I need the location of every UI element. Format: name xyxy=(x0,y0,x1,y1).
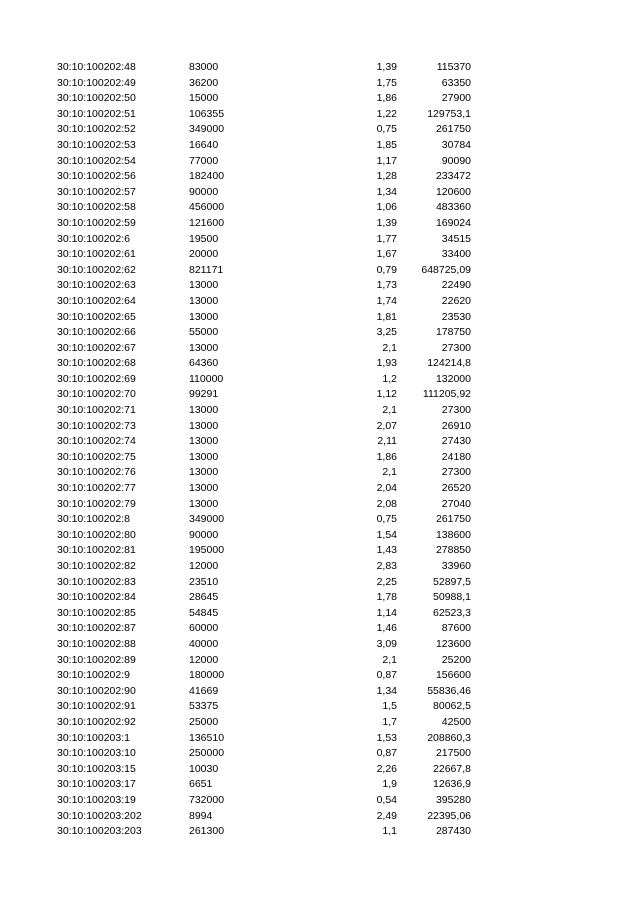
value-cell: 169024 xyxy=(435,216,471,229)
value-cell: 24180 xyxy=(441,450,471,463)
cadastral-number-cell: 30:10:100203:15 xyxy=(57,762,136,775)
coefficient-cell: 1,28 xyxy=(376,170,397,183)
cadastral-number-cell: 30:10:100203:17 xyxy=(57,778,136,791)
value-cell: 178750 xyxy=(435,326,471,339)
cadastral-number-cell: 30:10:100202:70 xyxy=(57,388,136,401)
value-cell: 80062,5 xyxy=(433,700,471,713)
coefficient-cell: 1,39 xyxy=(376,216,397,229)
area-cell: 15000 xyxy=(189,92,219,105)
value-cell: 22395,06 xyxy=(427,809,471,822)
cadastral-number-cell: 30:10:100202:49 xyxy=(57,76,136,89)
coefficient-cell: 1,7 xyxy=(382,715,397,728)
coefficient-cell: 2,49 xyxy=(376,809,397,822)
coefficient-cell: 1,85 xyxy=(376,138,397,151)
coefficient-cell: 1,77 xyxy=(376,232,397,245)
coefficient-cell: 1,17 xyxy=(376,154,397,167)
table-row xyxy=(0,668,640,684)
cadastral-number-cell: 30:10:100202:81 xyxy=(57,544,136,557)
value-cell: 26520 xyxy=(441,482,471,495)
table-row xyxy=(0,465,640,481)
area-cell: 456000 xyxy=(189,201,225,214)
cadastral-number-cell: 30:10:100202:76 xyxy=(57,466,136,479)
table-row xyxy=(0,777,640,793)
value-cell: 62523,3 xyxy=(433,606,471,619)
value-cell: 111205,92 xyxy=(422,388,471,401)
table-row xyxy=(0,387,640,403)
value-cell: 52897,5 xyxy=(433,575,471,588)
coefficient-cell: 1,53 xyxy=(376,731,397,744)
table-row xyxy=(0,278,640,294)
coefficient-cell: 1,2 xyxy=(382,372,397,385)
area-cell: 13000 xyxy=(189,482,219,495)
area-cell: 13000 xyxy=(189,294,219,307)
value-cell: 30784 xyxy=(441,138,471,151)
cadastral-number-cell: 30:10:100202:65 xyxy=(57,310,136,323)
value-cell: 123600 xyxy=(435,637,471,650)
cadastral-number-cell: 30:10:100203:1 xyxy=(57,731,130,744)
area-cell: 20000 xyxy=(189,248,219,261)
table-row xyxy=(0,122,640,138)
area-cell: 90000 xyxy=(189,185,219,198)
coefficient-cell: 1,1 xyxy=(382,825,397,838)
coefficient-cell: 1,43 xyxy=(376,544,397,557)
value-cell: 287430 xyxy=(435,825,471,838)
value-cell: 63350 xyxy=(441,76,471,89)
value-cell: 483360 xyxy=(435,201,471,214)
area-cell: 19500 xyxy=(189,232,219,245)
area-cell: 13000 xyxy=(189,435,219,448)
area-cell: 60000 xyxy=(189,622,219,635)
area-cell: 41669 xyxy=(189,684,219,697)
coefficient-cell: 1,78 xyxy=(376,591,397,604)
cadastral-number-cell: 30:10:100202:52 xyxy=(57,123,136,136)
value-cell: 27300 xyxy=(441,341,471,354)
cadastral-number-cell: 30:10:100203:19 xyxy=(57,793,136,806)
area-cell: 110000 xyxy=(189,372,224,385)
table-row xyxy=(0,809,640,825)
coefficient-cell: 1,34 xyxy=(376,684,397,697)
table-row xyxy=(0,138,640,154)
area-cell: 13000 xyxy=(189,279,219,292)
area-cell: 12000 xyxy=(189,560,219,572)
coefficient-cell: 1,81 xyxy=(376,310,397,323)
coefficient-cell: 1,75 xyxy=(376,76,397,89)
coefficient-cell: 1,54 xyxy=(376,528,397,541)
cadastral-number-cell: 30:10:100202:71 xyxy=(57,404,136,417)
value-cell: 25200 xyxy=(441,653,471,666)
value-cell: 278850 xyxy=(435,544,471,557)
value-cell: 90090 xyxy=(441,154,471,167)
table-row xyxy=(0,528,640,544)
area-cell: 13000 xyxy=(189,404,219,417)
coefficient-cell: 2,26 xyxy=(376,762,397,775)
coefficient-cell: 1,86 xyxy=(376,450,397,463)
coefficient-cell: 1,9 xyxy=(382,778,397,791)
value-cell: 27430 xyxy=(441,435,471,448)
table-row xyxy=(0,543,640,559)
table-row xyxy=(0,621,640,637)
area-cell: 180000 xyxy=(189,669,225,682)
cadastral-number-cell: 30:10:100202:48 xyxy=(57,61,136,73)
cadastral-number-cell: 30:10:100202:82 xyxy=(57,560,136,572)
cadastral-number-cell: 30:10:100202:88 xyxy=(57,637,136,650)
value-cell: 120600 xyxy=(435,185,471,198)
table-row xyxy=(0,419,640,435)
area-cell: 16640 xyxy=(189,138,219,151)
cadastral-number-cell: 30:10:100202:59 xyxy=(57,216,136,229)
cadastral-number-cell: 30:10:100203:203 xyxy=(57,825,142,838)
area-cell: 121600 xyxy=(189,216,225,229)
value-cell: 124214,8 xyxy=(427,357,471,370)
area-cell: 8994 xyxy=(189,809,213,822)
table-row xyxy=(0,575,640,591)
coefficient-cell: 2,83 xyxy=(376,560,397,572)
cadastral-number-cell: 30:10:100202:75 xyxy=(57,450,136,463)
table-row xyxy=(0,185,640,201)
table-row xyxy=(0,263,640,279)
cadastral-number-cell: 30:10:100202:92 xyxy=(57,715,136,728)
table-row xyxy=(0,372,640,388)
table-row xyxy=(0,325,640,341)
coefficient-cell: 2,1 xyxy=(382,404,397,417)
value-cell: 12636,9 xyxy=(433,778,471,791)
table-row xyxy=(0,497,640,513)
table-row xyxy=(0,746,640,762)
cadastral-number-cell: 30:10:100202:58 xyxy=(57,201,136,214)
coefficient-cell: 1,14 xyxy=(376,606,397,619)
value-cell: 34515 xyxy=(441,232,471,245)
value-cell: 115370 xyxy=(436,61,471,73)
coefficient-cell: 1,46 xyxy=(376,622,397,635)
value-cell: 132000 xyxy=(435,372,471,385)
value-cell: 22490 xyxy=(441,279,471,292)
table-row xyxy=(0,294,640,310)
cadastral-number-cell: 30:10:100202:9 xyxy=(57,669,130,682)
value-cell: 217500 xyxy=(435,747,471,760)
table-row xyxy=(0,762,640,778)
area-cell: 13000 xyxy=(189,497,219,510)
cadastral-number-cell: 30:10:100202:90 xyxy=(57,684,136,697)
cadastral-number-cell: 30:10:100202:77 xyxy=(57,482,136,495)
area-cell: 40000 xyxy=(189,637,219,650)
table-row xyxy=(0,590,640,606)
cadastral-number-cell: 30:10:100202:57 xyxy=(57,185,136,198)
table-row xyxy=(0,434,640,450)
cadastral-number-cell: 30:10:100202:83 xyxy=(57,575,136,588)
area-cell: 195000 xyxy=(189,544,225,557)
cadastral-number-cell: 30:10:100202:8 xyxy=(57,513,130,526)
area-cell: 77000 xyxy=(189,154,219,167)
area-cell: 12000 xyxy=(189,653,219,666)
coefficient-cell: 0,75 xyxy=(376,513,397,526)
area-cell: 99291 xyxy=(189,388,219,401)
data-table xyxy=(0,60,640,840)
area-cell: 13000 xyxy=(189,419,219,432)
cadastral-number-cell: 30:10:100202:73 xyxy=(57,419,136,432)
value-cell: 27040 xyxy=(441,497,471,510)
table-row xyxy=(0,232,640,248)
table-row xyxy=(0,450,640,466)
value-cell: 138600 xyxy=(435,528,471,541)
table-row xyxy=(0,200,640,216)
value-cell: 33960 xyxy=(441,560,471,572)
table-row xyxy=(0,76,640,92)
coefficient-cell: 2,1 xyxy=(382,653,397,666)
table-row xyxy=(0,793,640,809)
table-row xyxy=(0,403,640,419)
coefficient-cell: 0,54 xyxy=(376,793,397,806)
area-cell: 54845 xyxy=(189,606,219,619)
cadastral-number-cell: 30:10:100202:63 xyxy=(57,279,136,292)
cadastral-number-cell: 30:10:100202:54 xyxy=(57,154,136,167)
value-cell: 23530 xyxy=(441,310,471,323)
cadastral-number-cell: 30:10:100203:10 xyxy=(57,747,136,760)
area-cell: 36200 xyxy=(189,76,219,89)
table-row xyxy=(0,699,640,715)
cadastral-number-cell: 30:10:100202:66 xyxy=(57,326,136,339)
value-cell: 87600 xyxy=(441,622,471,635)
area-cell: 55000 xyxy=(189,326,219,339)
value-cell: 395280 xyxy=(435,793,471,806)
value-cell: 261750 xyxy=(435,513,471,526)
cadastral-number-cell: 30:10:100202:51 xyxy=(57,107,136,120)
coefficient-cell: 3,25 xyxy=(376,326,397,339)
area-cell: 349000 xyxy=(189,123,225,136)
table-row xyxy=(0,606,640,622)
value-cell: 233472 xyxy=(435,170,471,183)
area-cell: 13000 xyxy=(189,341,219,354)
area-cell: 25000 xyxy=(189,715,219,728)
area-cell: 10030 xyxy=(189,762,219,775)
coefficient-cell: 1,67 xyxy=(376,248,397,261)
table-row xyxy=(0,169,640,185)
area-cell: 83000 xyxy=(189,61,219,73)
area-cell: 13000 xyxy=(189,450,219,463)
cadastral-number-cell: 30:10:100202:6 xyxy=(57,232,130,245)
value-cell: 26910 xyxy=(441,419,471,432)
coefficient-cell: 2,11 xyxy=(377,435,397,448)
coefficient-cell: 3,09 xyxy=(376,637,397,650)
value-cell: 648725,09 xyxy=(421,263,471,276)
table-row xyxy=(0,310,640,326)
table-row xyxy=(0,247,640,263)
cadastral-number-cell: 30:10:100202:62 xyxy=(57,263,136,276)
coefficient-cell: 1,74 xyxy=(376,294,397,307)
coefficient-cell: 0,79 xyxy=(376,263,397,276)
value-cell: 27300 xyxy=(441,404,471,417)
coefficient-cell: 2,07 xyxy=(376,419,397,432)
area-cell: 23510 xyxy=(189,575,219,588)
cadastral-number-cell: 30:10:100202:68 xyxy=(57,357,136,370)
cadastral-number-cell: 30:10:100202:61 xyxy=(57,248,136,261)
area-cell: 250000 xyxy=(189,747,225,760)
area-cell: 90000 xyxy=(189,528,219,541)
cadastral-number-cell: 30:10:100202:50 xyxy=(57,92,136,105)
area-cell: 6651 xyxy=(189,778,213,791)
table-row xyxy=(0,653,640,669)
cadastral-number-cell: 30:10:100202:56 xyxy=(57,170,136,183)
table-row xyxy=(0,684,640,700)
table-row xyxy=(0,107,640,123)
coefficient-cell: 1,22 xyxy=(376,107,397,120)
table-row xyxy=(0,341,640,357)
cadastral-number-cell: 30:10:100203:202 xyxy=(57,809,142,822)
value-cell: 55836,46 xyxy=(427,684,471,697)
area-cell: 261300 xyxy=(189,825,225,838)
cadastral-number-cell: 30:10:100202:79 xyxy=(57,497,136,510)
table-row xyxy=(0,715,640,731)
table-row xyxy=(0,60,640,76)
coefficient-cell: 1,06 xyxy=(376,201,397,214)
cadastral-number-cell: 30:10:100202:64 xyxy=(57,294,136,307)
cadastral-number-cell: 30:10:100202:74 xyxy=(57,435,136,448)
table-row xyxy=(0,356,640,372)
coefficient-cell: 2,04 xyxy=(376,482,397,495)
coefficient-cell: 1,73 xyxy=(376,279,397,292)
table-row xyxy=(0,91,640,107)
area-cell: 64360 xyxy=(189,357,219,370)
cadastral-number-cell: 30:10:100202:69 xyxy=(57,372,136,385)
value-cell: 27300 xyxy=(441,466,471,479)
coefficient-cell: 0,87 xyxy=(376,669,397,682)
table-row xyxy=(0,559,640,575)
area-cell: 821171 xyxy=(189,263,224,276)
area-cell: 13000 xyxy=(189,310,219,323)
value-cell: 261750 xyxy=(435,123,471,136)
cadastral-number-cell: 30:10:100202:91 xyxy=(57,700,136,713)
value-cell: 42500 xyxy=(441,715,471,728)
value-cell: 22667,8 xyxy=(433,762,471,775)
coefficient-cell: 1,5 xyxy=(382,700,397,713)
coefficient-cell: 0,87 xyxy=(376,747,397,760)
area-cell: 136510 xyxy=(189,731,225,744)
coefficient-cell: 1,86 xyxy=(376,92,397,105)
table-row xyxy=(0,481,640,497)
value-cell: 156600 xyxy=(435,669,471,682)
value-cell: 22620 xyxy=(441,294,471,307)
coefficient-cell: 2,08 xyxy=(376,497,397,510)
coefficient-cell: 1,12 xyxy=(376,388,397,401)
area-cell: 106355 xyxy=(189,107,225,120)
area-cell: 732000 xyxy=(189,793,225,806)
table-row xyxy=(0,216,640,232)
area-cell: 28645 xyxy=(189,591,219,604)
coefficient-cell: 2,1 xyxy=(382,466,397,479)
value-cell: 208860,3 xyxy=(427,731,471,744)
area-cell: 13000 xyxy=(189,466,219,479)
table-row xyxy=(0,824,640,840)
coefficient-cell: 1,93 xyxy=(376,357,397,370)
cadastral-number-cell: 30:10:100202:87 xyxy=(57,622,136,635)
coefficient-cell: 1,34 xyxy=(376,185,397,198)
table-row xyxy=(0,154,640,170)
cadastral-number-cell: 30:10:100202:67 xyxy=(57,341,136,354)
table-row xyxy=(0,731,640,747)
table-row xyxy=(0,512,640,528)
area-cell: 349000 xyxy=(189,513,225,526)
coefficient-cell: 2,1 xyxy=(382,341,397,354)
coefficient-cell: 1,39 xyxy=(376,61,397,73)
cadastral-number-cell: 30:10:100202:85 xyxy=(57,606,136,619)
coefficient-cell: 2,25 xyxy=(376,575,397,588)
cadastral-number-cell: 30:10:100202:53 xyxy=(57,138,136,151)
value-cell: 129753,1 xyxy=(427,107,471,120)
cadastral-number-cell: 30:10:100202:80 xyxy=(57,528,136,541)
cadastral-number-cell: 30:10:100202:89 xyxy=(57,653,136,666)
value-cell: 33400 xyxy=(441,248,471,261)
area-cell: 182400 xyxy=(189,170,225,183)
coefficient-cell: 0,75 xyxy=(376,123,397,136)
cadastral-number-cell: 30:10:100202:84 xyxy=(57,591,136,604)
value-cell: 50988,1 xyxy=(433,591,471,604)
area-cell: 53375 xyxy=(189,700,219,713)
value-cell: 27900 xyxy=(441,92,471,105)
table-row xyxy=(0,637,640,653)
